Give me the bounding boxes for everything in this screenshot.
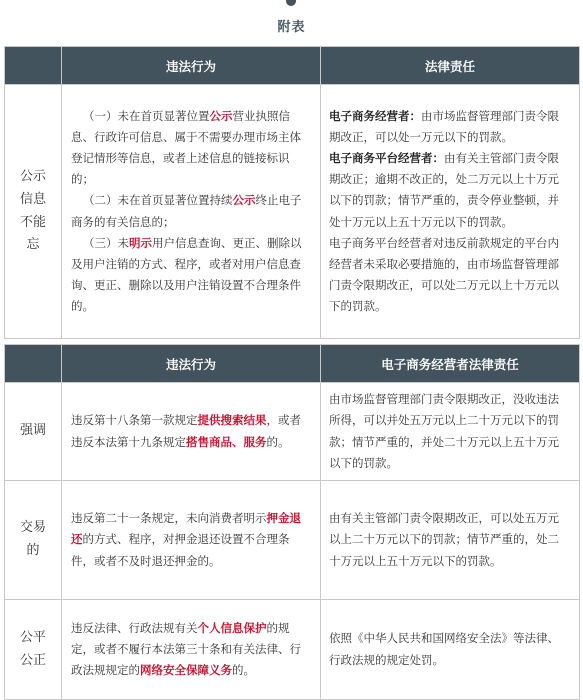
highlight-text: 网络安全保障义务 (140, 663, 232, 678)
violation-item (71, 508, 311, 571)
table-public-info (4, 46, 580, 339)
top-marker (286, 0, 296, 6)
violation-text: 终止电子商务的有关信息的； (71, 193, 302, 229)
violation-text: 的。 (266, 434, 290, 449)
liability-item (329, 233, 570, 317)
table-row (5, 600, 580, 700)
liability-cell (321, 600, 580, 700)
liability-text: 由有关主管部门责令限期改正；逾期不改正的，处二万元以上十万元以下的罚款；情节严重的，责令停业整顿，并处十万元以上五十万元以下的罚款。 (329, 151, 559, 229)
table-header-row (5, 47, 580, 85)
header-violation: 违法行为 (62, 345, 321, 383)
liability-text: 电子商务平台经营者对违反前款规定的平台内经营者未采取必要措施的，由市场监督管理部门责令限期改正，可以处二万元以上十万元以下的罚款。 (329, 235, 559, 313)
liability-subject: 电子商务经营者： (329, 109, 421, 124)
category-line: 信息 (19, 191, 46, 207)
category-line: 公平 (19, 629, 46, 645)
highlight-text: 明示 (129, 235, 152, 250)
table-row (5, 481, 580, 600)
violation-text: （一）未在首页显著位置 (83, 109, 210, 124)
header-liability: 法律责任 (321, 47, 580, 85)
violation-item (71, 618, 311, 681)
table-row (5, 383, 580, 481)
category-line: 不能 (19, 214, 46, 230)
category-cell (5, 481, 62, 600)
category-line: 公正 (19, 652, 46, 668)
violation-cell (62, 600, 321, 700)
violation-text: 用户信息查询、更正、删除以及用户注销的方式、程序，或者对用户信息查询、更正、删除以及用户注销设置不合理条件的。 (71, 235, 302, 313)
category-cell (5, 600, 62, 700)
header-corner (5, 47, 62, 85)
liability-item (329, 148, 570, 232)
violation-text: 的方式、程序，对押金退还设置不合理条件，或者不及时退还押金的。 (71, 532, 290, 568)
category-line: 忘 (26, 237, 40, 253)
table-header-row (5, 345, 580, 383)
highlight-text: 公示 (209, 109, 233, 124)
page-title: 附表 (277, 20, 306, 35)
highlight-text: 搭售商品、服务 (186, 434, 267, 449)
category-line: 强调 (19, 423, 46, 439)
violation-item (71, 106, 311, 190)
category-line: 交易 (19, 520, 46, 536)
category-cell (5, 85, 62, 339)
violation-text: （三）未 (83, 235, 129, 250)
violation-text: 的规定，或者不履行本法第三十条和有关法律、行政法规规定的 (71, 620, 301, 678)
liability-text: 依照《中华人民共和国网络安全法》等法律、行政法规的规定处罚。 (329, 631, 559, 667)
violation-text: 违反第二十一条规定，未向消费者明示 (71, 511, 267, 526)
category-line: 公示 (19, 169, 46, 184)
liability-item (329, 106, 570, 148)
liability-text: 由有关主管部门责令限期改正，可以处五万元以上二十万元以下的罚款；情节严重的，处二十万元以上五十万元以下的罚款。 (329, 511, 559, 568)
liability-text: 由市场监督管理部门责令限期改正，可以处一万元以下的罚款。 (329, 109, 559, 145)
violation-item (71, 233, 311, 317)
table-merchant-liability (4, 344, 580, 700)
violation-item (71, 410, 311, 452)
liability-cell (321, 481, 580, 600)
violation-cell (62, 481, 321, 600)
category-cell (5, 383, 62, 481)
violation-text: 违反法律、行政法规有关 (71, 620, 198, 635)
highlight-text: 提供搜索结果 (197, 413, 267, 428)
violation-text: 违反第十八条第一款规定 (71, 413, 198, 428)
violation-cell (62, 383, 321, 481)
header-corner (5, 345, 62, 383)
liability-cell (321, 383, 580, 481)
header-liability: 电子商务经营者法律责任 (321, 345, 580, 383)
liability-subject: 电子商务平台经营者： (329, 151, 444, 166)
liability-text: 由市场监督管理部门责令限期改正，没收违法所得，可以并处五万元以上二十万元以下的罚款；情节严重的，并处二十万元以上五十万元以下的罚款。 (329, 392, 559, 470)
violation-cell (62, 85, 321, 339)
violation-text: 营业执照信息、行政许可信息、属于不需要办理市场主体登记情形等信息，或者上述信息的链接标识的； (71, 109, 301, 187)
category-line: 的 (26, 543, 40, 558)
violation-text: （二）未在首页显著位置持续 (83, 193, 233, 208)
violation-text: 的。 (232, 663, 255, 678)
highlight-text: 公示 (232, 193, 256, 208)
highlight-text: 个人信息保护 (197, 620, 267, 635)
highlight-text: 押金退还 (71, 511, 301, 547)
table-row (5, 85, 580, 339)
violation-text: ，或者违反本法第十九条规定 (71, 413, 301, 449)
liability-cell (321, 85, 580, 339)
violation-item (71, 190, 311, 232)
header-violation: 违法行为 (62, 47, 321, 85)
